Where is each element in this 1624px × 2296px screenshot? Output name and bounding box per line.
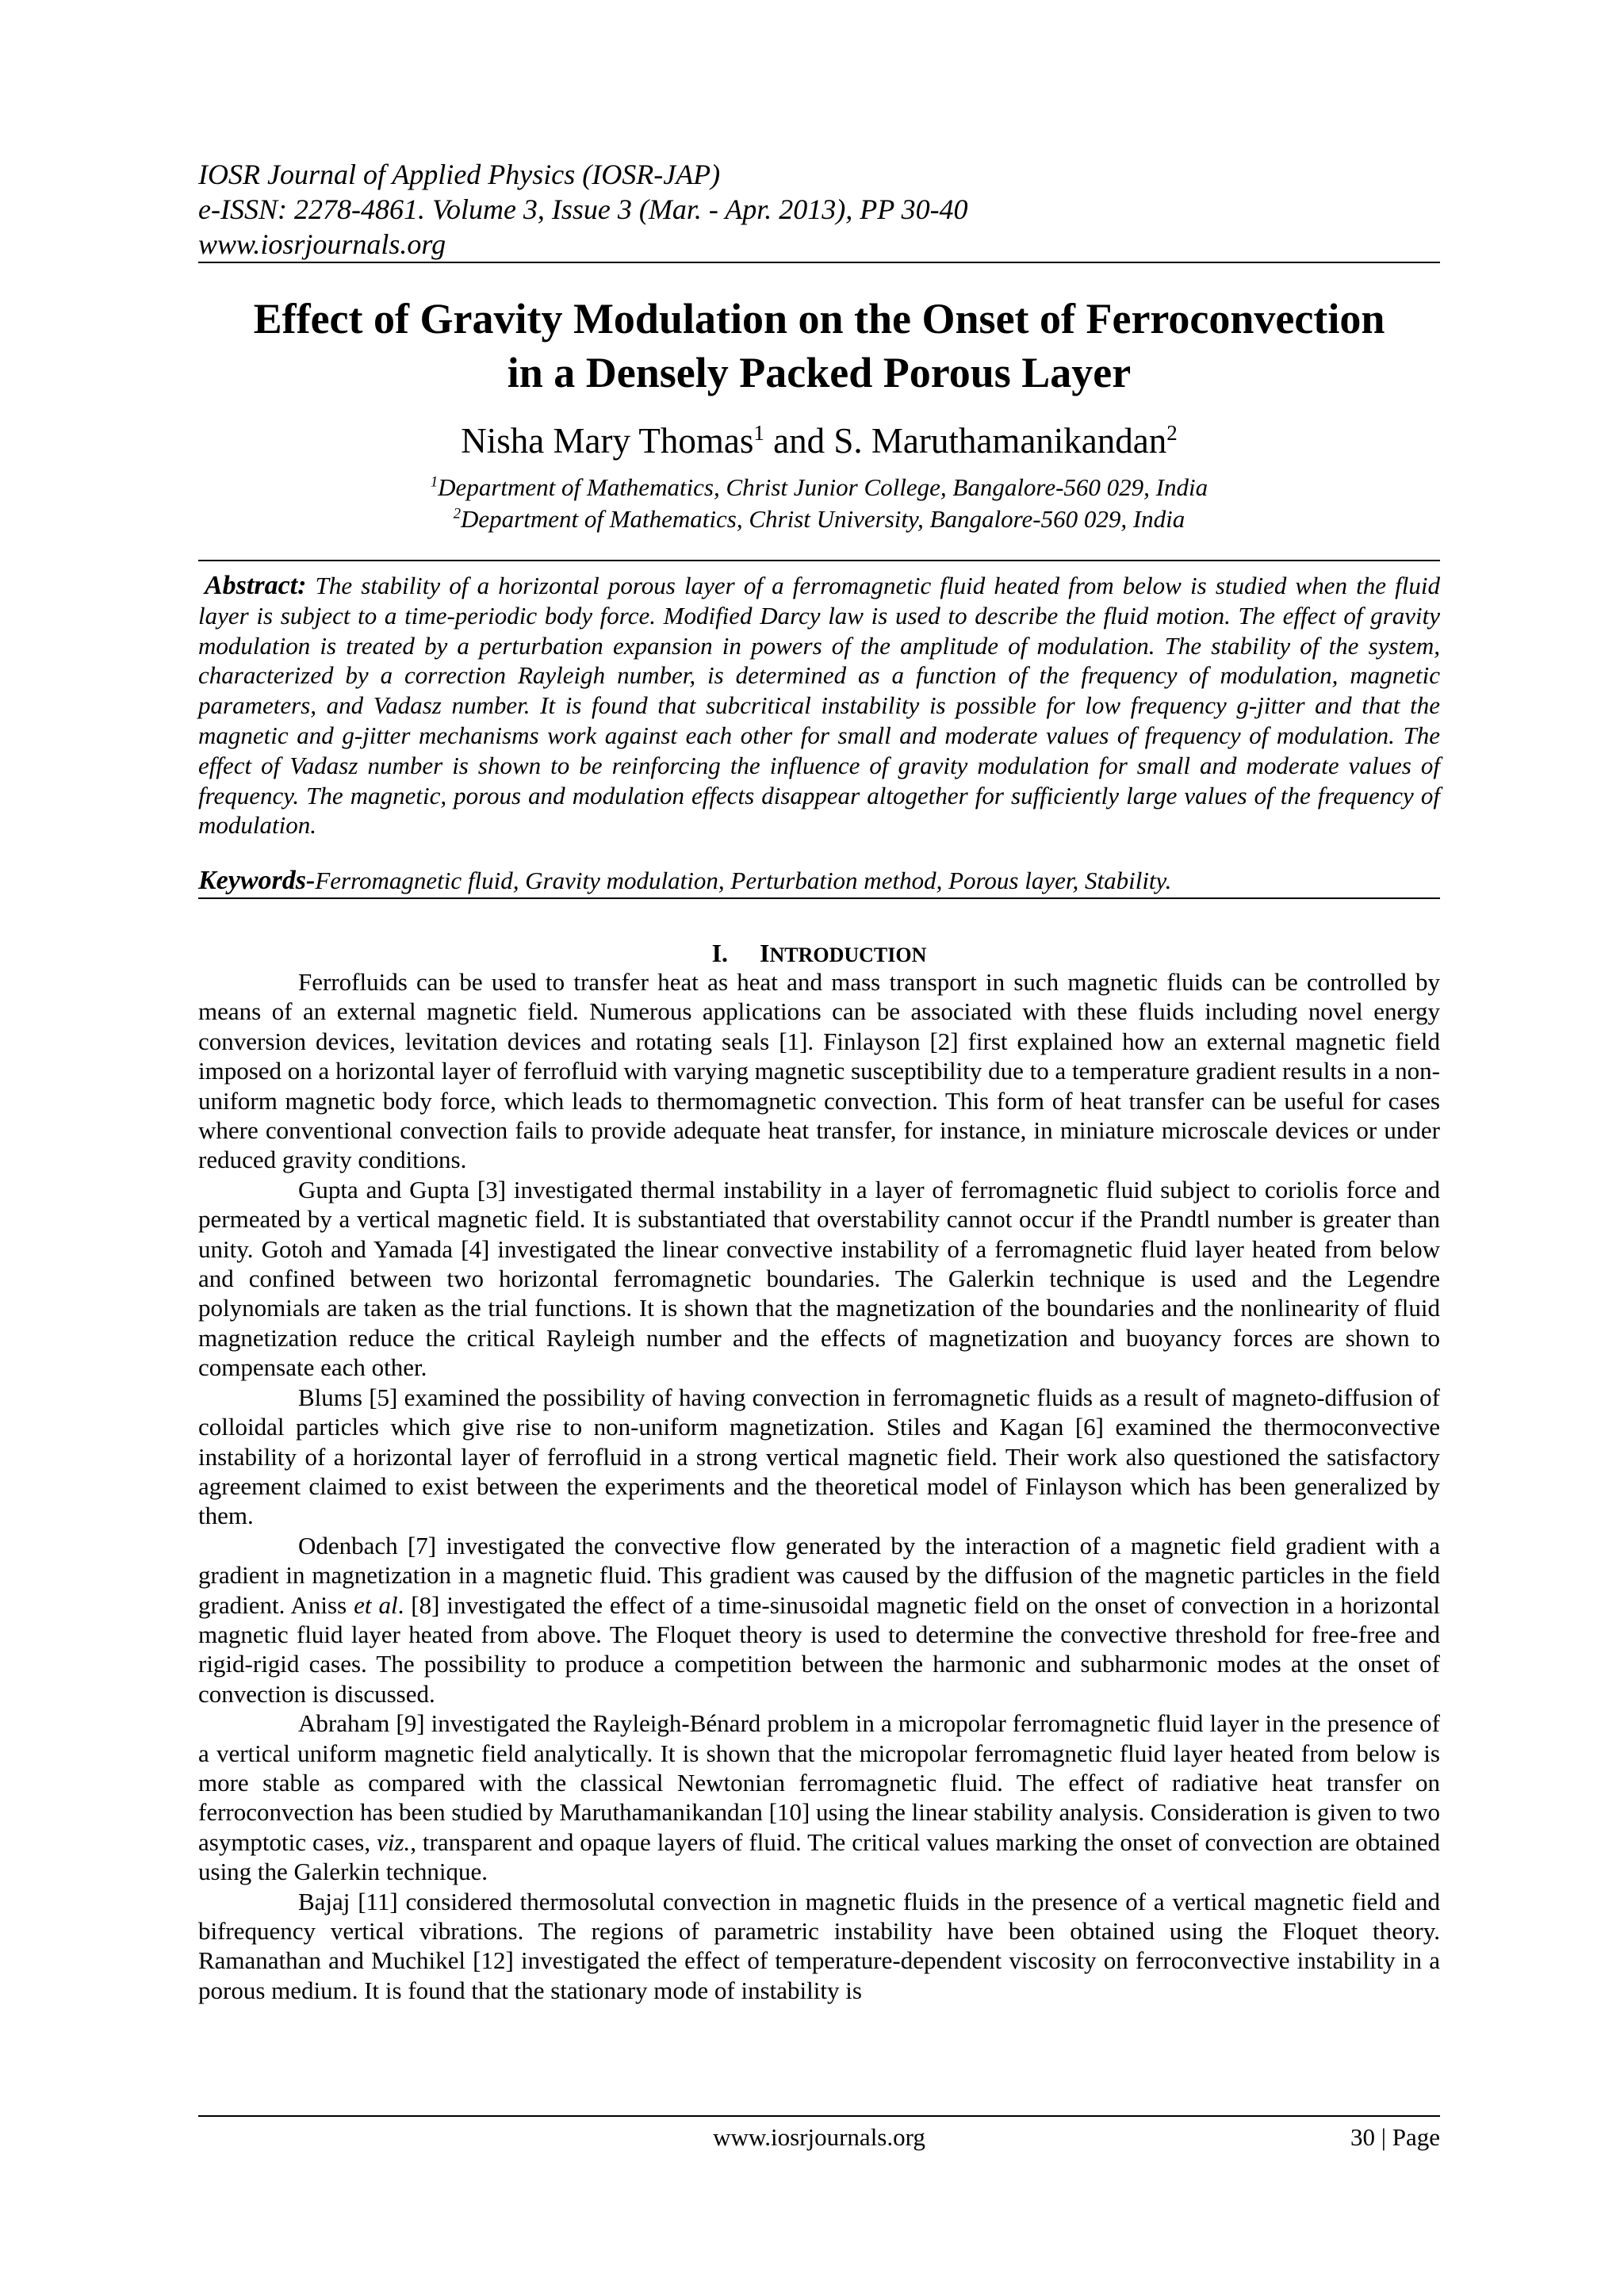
affiliation-2-text: Department of Mathematics, Christ University, Bangalore-560 029, India [461,505,1185,533]
paragraph-5-part-2: , transparent and opaque layers of fluid. The critical values marking the onset of convection are obtained using the Galerkin technique. [198,1827,1440,1886]
affiliation-1 [198,473,1440,503]
keywords-label: Keywords- [198,866,316,895]
section-title-initial: I [760,939,770,967]
author-conjunction: and [764,421,834,461]
paragraph-6: Bajaj [11] considered thermosolutal convection in magnetic fluids in the presence of a vertical magnetic field and bifrequency vertical vibrations. The regions of parametric instability have been obtained using the Floquet theory. Ramanathan and Muchikel [12] investigated the effect of temperature-dependent viscosity on ferroconvective instability in a porous medium. It is found that the stationary mode of instability is [198,1887,1440,2004]
title-line-1: Effect of Gravity Modulation on the Onset of Ferroconvection [253,295,1385,342]
author-1: Nisha Mary Thomas [461,421,754,461]
journal-header [198,157,1440,262]
journal-name: IOSR Journal of Applied Physics (IOSR-JAP) [198,159,721,190]
abstract-label: Abstract: [205,571,307,600]
affiliation-2-sup: 2 [453,505,462,522]
section-title-rest: NTRODUCTION [769,943,927,966]
abstract-text: The stability of a horizontal porous layer of a ferromagnetic fluid heated from below is studied when the fluid layer is subject to a time-periodic body force. Modified Darcy law is used to describe the fluid motion. The effect of gravity modulation is treated by a perturbation expansion in powers of the amplitude of modulation. The stability of the system, characterized by a correction Rayleigh number, is determined as a function of the frequency of modulation, magnetic parameters, and Vadasz number. It is found that subcritical instability is possible for low frequency g-jitter and that the magnetic and g-jitter mechanisms work against each other for small and moderate values of frequency of modulation. The effect of Vadasz number is shown to be reinforcing the influence of gravity modulation for small and moderate values of frequency. The magnetic, porous and modulation effects disappear altogether for sufficiently large values of the frequency of modulation. [198,572,1441,840]
keywords [198,866,1440,896]
body-text [198,967,1440,2005]
section-heading [198,937,1440,971]
page-number: 30 | Page [1350,2123,1440,2151]
affiliation-2 [198,504,1440,534]
affiliation-1-text: Department of Mathematics, Christ Junior College, Bangalore-560 029, India [438,473,1208,501]
paragraph-4-etal: et al [354,1590,398,1619]
footer-rule [198,2115,1440,2117]
paragraph-3: Blums [5] examined the possibility of having convection in ferromagnetic fluids as a result of magneto-diffusion of colloidal particles which give rise to non-uniform magnetization. Stiles and Kagan [6] examined the thermoconvective instability of a horizontal layer of ferrofluid in a strong vertical magnetic field. Their work also questioned the satisfactory agreement claimed to exist between the experiments and the theoretical model of Finlayson which has been generalized by them. [198,1383,1440,1530]
journal-website: www.iosrjournals.org [198,228,446,260]
author-2: S. Maruthamanikandan [833,421,1167,461]
paragraph-1: Ferrofluids can be used to transfer heat as heat and mass transport in such magnetic fluids can be controlled by means of an external magnetic field. Numerous applications can be associated with these fluids including novel energy conversion devices, levitation devices and rotating seals [1]. Finlayson [2] first explained how an external magnetic field imposed on a horizontal layer of ferrofluid with varying magnetic susceptibility due to a temperature gradient results in a non-uniform magnetic body force, which leads to thermomagnetic convection. This form of heat transfer can be useful for cases where conventional convection fails to provide adequate heat transfer, for instance, in miniature microscale devices or under reduced gravity conditions. [198,968,1440,1174]
paragraph-4 [198,1531,1440,1709]
paragraph-4-part-2: . [8] investigated the effect of a time-sinusoidal magnetic field on the onset of convection in a horizontal magnetic fluid layer heated from above. The Floquet theory is used to determine the convective threshold for free-free and rigid-rigid cases. The possibility to produce a competition between the harmonic and subharmonic modes at the onset of convection is discussed. [198,1590,1440,1708]
issn-line: e-ISSN: 2278-4861. Volume 3, Issue 3 (Mar. - Apr. 2013), PP 30-40 [198,193,968,225]
paper-title [198,292,1440,400]
header-rule [198,262,1440,263]
keywords-text: Ferromagnetic fluid, Gravity modulation, Perturbation method, Porous layer, Stability. [315,867,1172,894]
footer-website: www.iosrjournals.org [713,2123,925,2151]
abstract [198,571,1440,840]
paragraph-2: Gupta and Gupta [3] investigated thermal instability in a layer of ferromagnetic fluid subject to coriolis force and permeated by a vertical magnetic field. It is substantiated that overstability cannot occur if the Prandtl number is greater than unity. Gotoh and Yamada [4] investigated the linear convective instability of a ferromagnetic fluid layer heated from below and confined between two horizontal ferromagnetic boundaries. The Galerkin technique is used and the Legendre polynomials are taken as the trial functions. It is shown that the magnetization of the boundaries and the nonlinearity of fluid magnetization reduce the critical Rayleigh number and the effects of magnetization and buoyancy forces are shown to compensate each other. [198,1175,1440,1382]
paragraph-4-part-1: Odenbach [7] investigated the convective flow generated by the interaction of a magnetic field gradient with a gradient in magnetization in a magnetic fluid. This gradient was caused by the diffusion of the magnetic particles in the field gradient. Aniss [198,1531,1440,1619]
section-number: I. [711,939,729,967]
paragraph-5-viz: viz. [377,1827,411,1856]
abstract-top-rule [198,560,1440,561]
author-1-sup: 1 [753,421,764,445]
title-line-2: in a Densely Packed Porous Layer [507,349,1132,396]
affiliation-1-sup: 1 [430,473,439,491]
author-2-sup: 2 [1166,421,1178,445]
author-list [198,419,1440,463]
paragraph-5-part-1: Abraham [9] investigated the Rayleigh-Bénard problem in a micropolar ferromagnetic fluid layer in the presence of a vertical uniform magnetic field analytically. It is shown that the micropolar ferromagnetic fluid layer heated from below is more stable as compared with the classical Newtonian ferromagnetic fluid. The effect of radiative heat transfer on ferroconvection has been studied by Maruthamanikandan [10] using the linear stability analysis. Consideration is given to two asymptotic cases, [198,1709,1440,1856]
paragraph-5 [198,1709,1440,1886]
abstract-bottom-rule [198,897,1440,899]
